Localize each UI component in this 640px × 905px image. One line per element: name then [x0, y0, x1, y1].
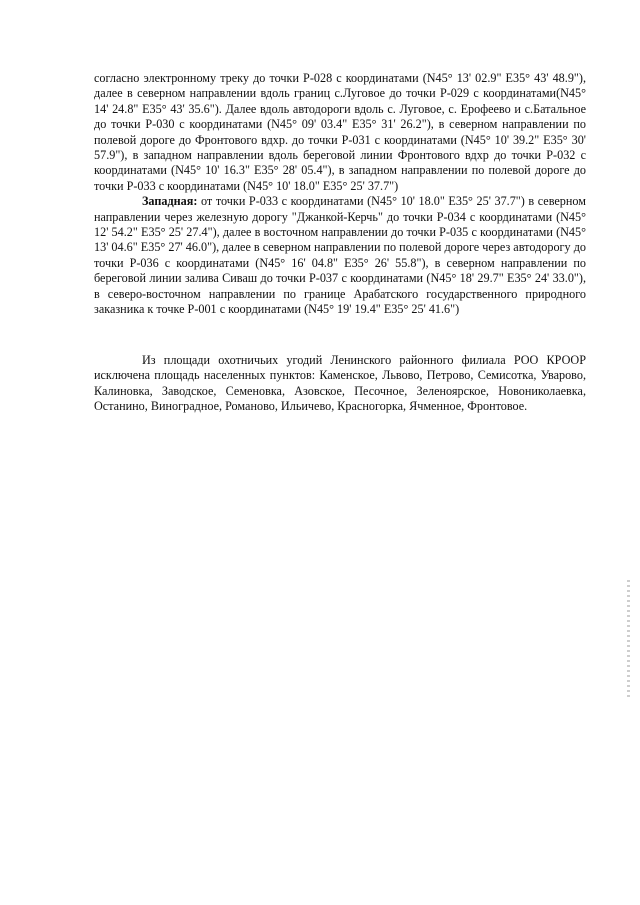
west-boundary-heading: Западная:: [142, 194, 198, 209]
scan-edge-marks: [627, 580, 630, 700]
paragraph-route-north: согласно электронному треку до точки Р-028 с координатами (N45° 13' 02.9" E35° 43' 48.9"), далее в северном направлении вдоль границ с.Луговое до точки Р-029 с координатами(N45° 14' 24.8" E35° 43' 35.6"). Далее вдоль автодороги вдоль с. Луговое, с. Ерофеево и с.Батальное до точки Р-030 с координатами (N45° 09' 03.4" E35° 31' 26.2"), в северном направлении по полевой дороге до Фронтового вдхр. до точки Р-031 с координатами (N45° 10' 39.2" E35° 30' 57.9"), в западном направлении вдоль береговой линии Фронтового вдхр до точки Р-032 с координатами (N45° 10' 16.3" E35° 28' 05.4"), в западном направлении по полевой дороге до точки Р-033 с координатами (N45° 10' 18.0" E35° 25' 37.7"): [94, 71, 586, 193]
paragraph-excluded-settlements: Из площади охотничьих угодий Ленинского районного филиала РОО КРООР исключена площадь населенных пунктов: Каменское, Львово, Петрово, Семисотка, Уварово, Калиновка, Заводское, Семеновка, Азовское, Песочное, Зеленоярское, Новониколаевка, Останино, Виноградное, Романово, Ильичево, Красногорка, Ячменное, Фронтовое.: [94, 353, 586, 414]
boundary-description: [94, 71, 586, 318]
west-boundary-text: от точки Р-033 с координатами (N45° 10' 18.0" E35° 25' 37.7") в северном направлении через железную дорогу "Джанкой-Керчь" до точки Р-034 с координатами (N45° 12' 54.2" E35° 25' 27.4"), далее в восточном направлении до точки Р-035 с координатами (N45° 13' 04.6" E35° 27' 46.0"), далее в северном направлении по полевой дороге через автодорогу до точки Р-036 с координатами (N45° 16' 04.8" E35° 26' 55.8"), в северном направлении по береговой линии залива Сиваш до точки Р-037 с координатами (N45° 18' 29.7" E35° 24' 33.0"), в северо-восточном направлении по границе Арабатского государственного природного заказника к точке Р-001 с координатами (N45° 19' 19.4" E35° 25' 41.6"): [94, 194, 586, 317]
excluded-settlements: [94, 353, 586, 415]
paragraph-west-boundary: [94, 194, 586, 317]
